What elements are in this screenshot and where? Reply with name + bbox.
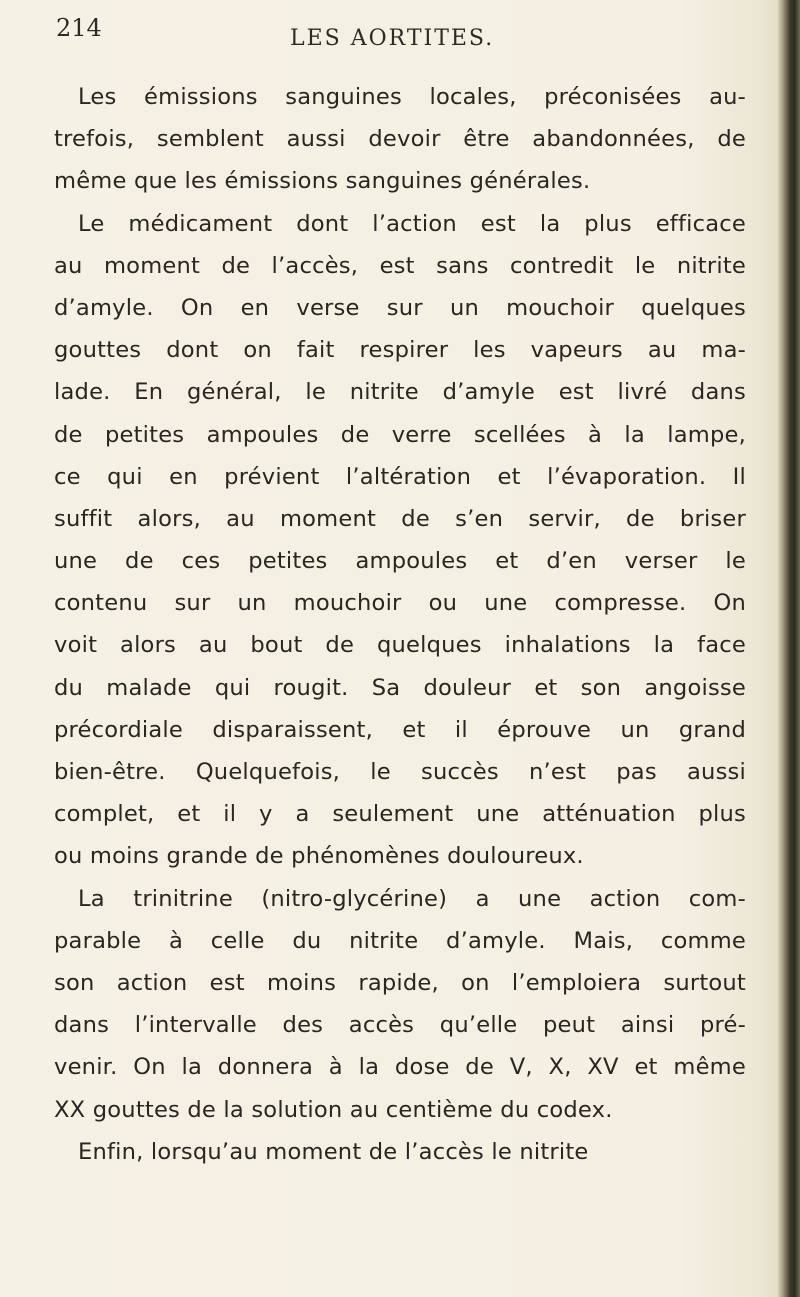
- text-line: trefois, semblent aussi devoir être abandonnées, de: [54, 126, 746, 153]
- text-line: voit alors au bout de quelques inhalations la face: [54, 632, 746, 659]
- text-line: gouttes dont on fait respirer les vapeurs au ma-: [54, 337, 746, 364]
- text-line: précordiale disparaissent, et il éprouve un grand: [54, 716, 746, 743]
- text-line: au moment de l’accès, est sans contredit le nitrite: [54, 252, 746, 279]
- running-title: LES AORTITES.: [290, 26, 495, 51]
- text-line: lade. En général, le nitrite d’amyle est livré dans: [54, 379, 746, 406]
- text-line: contenu sur un mouchoir ou une compresse. On: [54, 590, 746, 617]
- text-line: complet, et il y a seulement une atténuation plus: [54, 801, 746, 828]
- text-line: du malade qui rougit. Sa douleur et son angoisse: [54, 674, 746, 701]
- text-line: XX gouttes de la solution au centième du codex.: [54, 1096, 613, 1123]
- text-line: bien-être. Quelquefois, le succès n’est pas aussi: [54, 759, 746, 785]
- text-line: La trinitrine (nitro-glycérine) a une action com-: [78, 885, 746, 912]
- text-line: de petites ampoules de verre scellées à la lampe,: [54, 421, 746, 448]
- text-line: Les émissions sanguines locales, préconisées au-: [78, 84, 746, 110]
- text-line: Le médicament dont l’action est la plus efficace: [78, 210, 746, 237]
- text-line: une de ces petites ampoules et d’en verser le: [54, 548, 746, 575]
- text-line: ce qui en prévient l’altération et l’évaporation. Il: [54, 463, 746, 490]
- text-line: parable à celle du nitrite d’amyle. Mais, comme: [54, 927, 746, 954]
- text-line: dans l’intervalle des accès qu’elle peut ainsi pré-: [54, 1012, 746, 1039]
- text-line: même que les émissions sanguines générales.: [54, 168, 591, 195]
- text-line: d’amyle. On en verse sur un mouchoir quelques: [54, 294, 746, 321]
- text-line: venir. On la donnera à la dose de V, X, XV et même: [54, 1054, 746, 1081]
- text-line: Enfin, lorsqu’au moment de l’accès le nitrite: [78, 1138, 589, 1165]
- page-number: 214: [56, 14, 102, 42]
- text-line: ou moins grande de phénomènes douloureux.: [54, 843, 584, 870]
- body-text: [54, 76, 746, 1173]
- page-edge-shadow: [778, 0, 800, 1297]
- text-line: suffit alors, au moment de s’en servir, de briser: [54, 505, 746, 532]
- text-line: son action est moins rapide, on l’emploiera surtout: [54, 969, 746, 996]
